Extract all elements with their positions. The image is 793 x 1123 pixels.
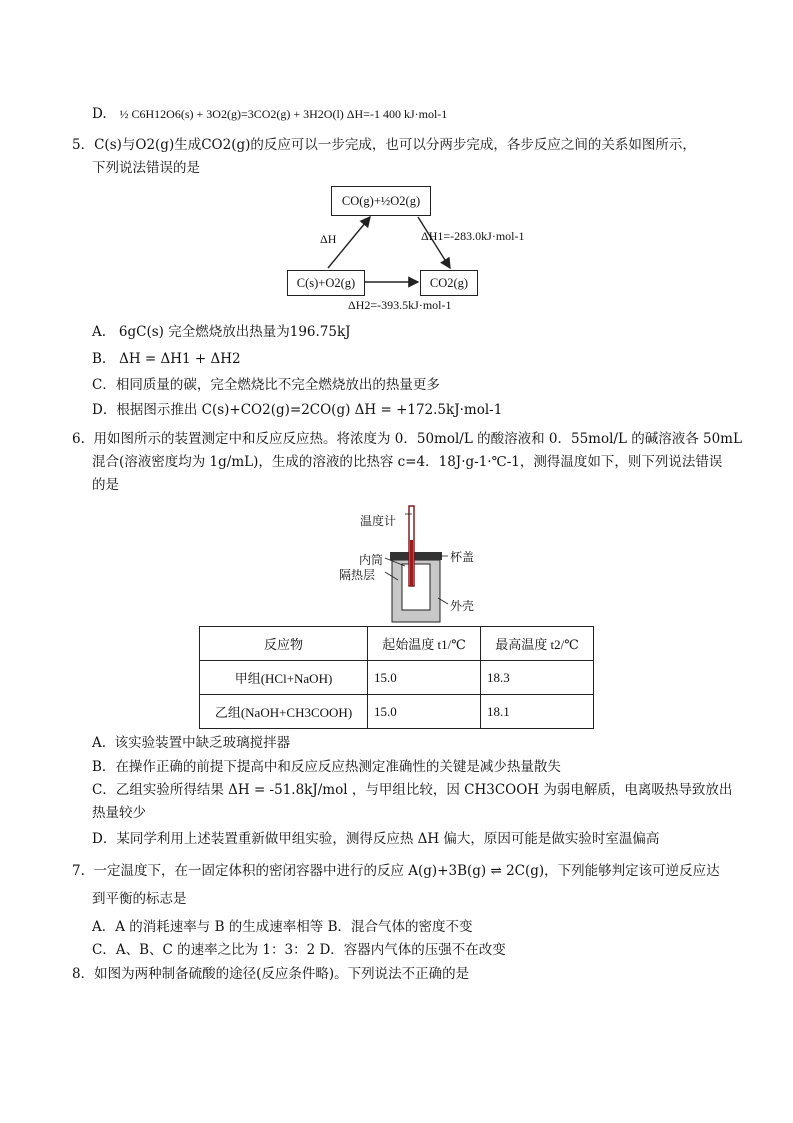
q5-option-a: A. 6gC(s) 完全燃烧放出热量为196.75kJ [92, 324, 351, 340]
q5-stem-line2: 下列说法错误的是 [92, 160, 200, 176]
table-header: 起始温度 t1/℃ [368, 627, 481, 661]
table-cell: 乙组(NaOH+CH3COOH) [200, 695, 368, 729]
diagram-arrows [0, 0, 793, 330]
table-header: 最高温度 t2/℃ [481, 627, 594, 661]
q7-stem-line1: 7. 一定温度下，在一固定体积的密闭容器中进行的反应 A(g)+3B(g) ⇌ 2C(g)，下列能够判定该可逆反应达 [72, 863, 720, 879]
q4-option-d-text: ½ C6H12O6(s) + 3O2(g)=3CO2(g) + 3H2O(l) ΔH=-1 400 kJ·mol-1 [119, 107, 448, 121]
table-cell: 18.1 [481, 695, 594, 729]
q8-number: 8． [72, 966, 95, 982]
table-row [200, 695, 594, 729]
q6-option-c: C．乙组实验所得结果 ΔH = -51.8kJ/mol ，与甲组比较，因 CH3COOH 为弱电解质，电离吸热导致放出 [92, 782, 733, 798]
temperature-table [199, 626, 594, 729]
label-insulation: 隔热层 [339, 568, 376, 582]
q8-stem: 8．如图为两种制备硫酸的途径(反应条件略)。下列说法不正确的是 [72, 966, 470, 982]
table-row [200, 661, 594, 695]
diagram-box-c: C(s)+O2(g) [287, 270, 365, 296]
q5-option-c: C．相同质量的碳，完全燃烧比不完全燃烧放出的热量更多 [92, 377, 440, 393]
label-lid: 杯盖 [450, 550, 475, 564]
label-thermometer: 温度计 [360, 514, 397, 528]
q7-stem-line2: 到平衡的标志是 [92, 891, 187, 907]
q7-number: 7. [72, 863, 85, 879]
q6-option-a: A. 该实验装置中缺乏玻璃搅拌器 [92, 735, 291, 751]
q5-option-d: D．根据图示推出 C(s)+CO2(g)=2CO(g) ΔH = +172.5kJ·mol-1 [92, 402, 503, 418]
q6-option-c-cont: 热量较少 [92, 805, 146, 821]
label-inner-cup: 内筒 [359, 553, 384, 567]
table-cell: 甲组(HCl+NaOH) [200, 661, 368, 695]
q6-option-d: D．某同学利用上述装置重新做甲组实验，测得反应热 ΔH 偏大，原因可能是做实验时室温偏高 [92, 831, 660, 847]
table-cell: 15.0 [368, 695, 481, 729]
q5-number: 5． [72, 137, 95, 153]
q6-stem-line2: 混合(溶液密度均为 1g/mL)，生成的溶液的比热容 c=4．18J·g-1·℃-1，测得温度如下，则下列说法错误 [92, 454, 723, 470]
label-dh1: ΔH1=-283.0kJ·mol-1 [421, 229, 525, 243]
q6-number: 6. [72, 431, 85, 447]
table-header-row [200, 627, 594, 661]
q7-options-row1: A．A 的消耗速率与 B 的生成速率相等 B．混合气体的密度不变 [92, 919, 473, 935]
q5-option-b: B. ΔH = ΔH1 + ΔH2 [92, 351, 241, 367]
q6-option-b: B．在操作正确的前提下提高中和反应反应热测定准确性的关键是减少热量散失 [92, 759, 561, 775]
label-shell: 外壳 [450, 599, 475, 613]
q6-stem-line3: 的是 [92, 477, 119, 493]
label-dh: ΔH [320, 232, 337, 246]
diagram-box-co: CO(g)+½O2(g) [331, 186, 431, 216]
table-cell: 18.3 [481, 661, 594, 695]
label-dh2: ΔH2=-393.5kJ·mol-1 [348, 298, 452, 312]
q4-option-d-label: D. [92, 106, 107, 122]
table-cell: 15.0 [368, 661, 481, 695]
q7-options-row2: C．A、B、C 的速率之比为 1：3：2 D．容器内气体的压强不在改变 [92, 942, 506, 958]
q5-stem-line1: 5．C(s)与O2(g)生成CO2(g)的反应可以一步完成，也可以分两步完成，各步反应之间的关系如图所示， [72, 137, 696, 153]
table-header: 反应物 [200, 627, 368, 661]
diagram-box-co2: CO2(g) [420, 270, 478, 296]
q6-stem-line1: 6. 用如图所示的装置测定中和反应反应热。将浓度为 0．50mol/L 的酸溶液和 0．55mol/L 的碱溶液各 50mL [72, 431, 742, 447]
